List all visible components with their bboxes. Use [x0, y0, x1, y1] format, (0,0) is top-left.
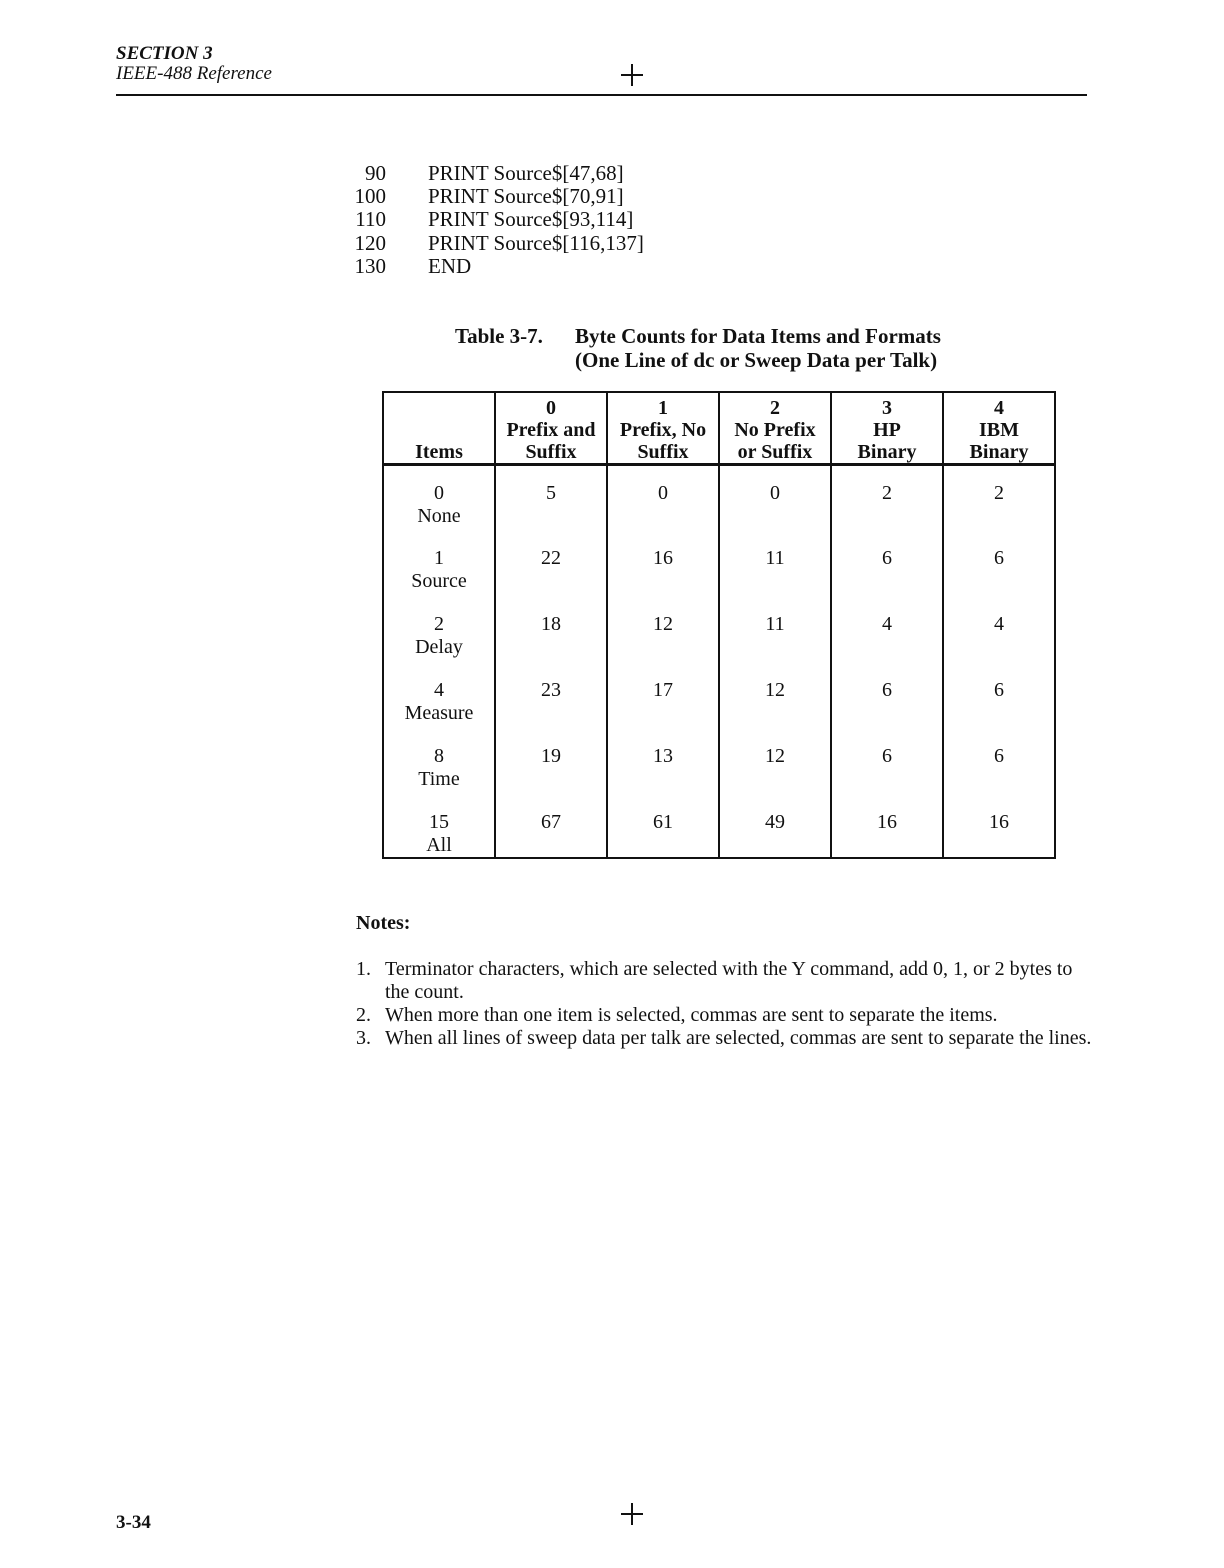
byte-count-cell: 0 — [719, 465, 831, 531]
note-number: 1. — [356, 958, 371, 980]
header-line: IBM — [979, 419, 1019, 441]
byte-count-cell: 16 — [831, 795, 943, 858]
byte-count-cell: 0 — [607, 465, 719, 531]
column-header — [383, 392, 495, 465]
header-line: 2 — [770, 397, 780, 419]
note-item — [356, 1004, 1096, 1027]
item-code: 0 — [434, 482, 444, 504]
line-number: 100 — [354, 184, 386, 209]
byte-count-cell: 16 — [607, 531, 719, 597]
header-line: Prefix and — [506, 419, 596, 441]
byte-count-cell: 16 — [943, 795, 1055, 858]
note-item — [356, 958, 1096, 1004]
table-row — [383, 795, 1055, 858]
item-code: 15 — [429, 810, 449, 833]
section-label: SECTION 3 — [116, 43, 213, 64]
item-cell — [383, 597, 495, 663]
byte-count-cell: 4 — [831, 597, 943, 663]
notes-title: Notes: — [356, 912, 411, 934]
byte-count-cell: 18 — [495, 597, 607, 663]
line-number: 120 — [354, 230, 386, 255]
column-header — [607, 392, 719, 465]
byte-count-cell: 6 — [943, 663, 1055, 729]
code-text: PRINT Source$[47,68] — [428, 161, 624, 185]
code-line — [340, 208, 644, 231]
section-subtitle: IEEE-488 Reference — [116, 63, 272, 84]
table-subtitle: (One Line of dc or Sweep Data per Talk) — [575, 348, 938, 372]
item-cell — [383, 729, 495, 795]
note-number: 2. — [356, 1004, 371, 1026]
byte-count-cell: 12 — [719, 729, 831, 795]
note-text: When all lines of sweep data per talk are selected, commas are sent to separate the lines. — [385, 1027, 1092, 1049]
item-name: Source — [411, 569, 467, 592]
table-row — [383, 597, 1055, 663]
page-number: 3-34 — [116, 1512, 151, 1533]
byte-count-cell: 67 — [495, 795, 607, 858]
header-line: HP — [873, 419, 901, 441]
byte-count-cell: 2 — [831, 465, 943, 531]
byte-count-cell: 12 — [607, 597, 719, 663]
line-number: 90 — [365, 161, 386, 185]
note-text: When more than one item is selected, commas are sent to separate the items. — [385, 1004, 998, 1026]
registration-mark-icon — [621, 1503, 643, 1525]
code-line — [340, 232, 644, 255]
note-item — [356, 1027, 1096, 1050]
table-title: Byte Counts for Data Items and Formats — [575, 324, 941, 348]
item-name: Measure — [404, 701, 474, 724]
header-line: Prefix, No — [619, 419, 707, 441]
code-line — [340, 162, 644, 185]
byte-count-cell: 6 — [943, 729, 1055, 795]
header-line: Suffix — [637, 441, 689, 463]
header-rule — [116, 94, 1087, 96]
byte-count-cell: 61 — [607, 795, 719, 858]
note-number: 3. — [356, 1027, 371, 1049]
byte-count-cell: 17 — [607, 663, 719, 729]
header-line: Binary — [969, 441, 1029, 463]
header-line — [384, 419, 494, 441]
code-text: PRINT Source$[70,91] — [428, 184, 624, 209]
table-label: Table 3-7. — [455, 324, 543, 348]
byte-count-cell: 6 — [943, 531, 1055, 597]
code-text: PRINT Source$[93,114] — [428, 207, 634, 232]
item-code: 1 — [434, 546, 444, 569]
notes-list — [356, 958, 1096, 1050]
item-cell — [383, 663, 495, 729]
byte-count-cell: 4 — [943, 597, 1055, 663]
code-line — [340, 255, 644, 278]
header-line: 1 — [658, 397, 668, 419]
header-line: No Prefix — [734, 419, 816, 441]
header-line: 4 — [994, 397, 1004, 419]
byte-count-cell: 11 — [719, 597, 831, 663]
item-cell — [383, 531, 495, 597]
byte-count-cell: 11 — [719, 531, 831, 597]
item-name: None — [417, 505, 461, 527]
item-code: 4 — [434, 678, 444, 701]
line-number: 130 — [354, 253, 386, 278]
item-name: Time — [418, 767, 460, 790]
table-row — [383, 663, 1055, 729]
item-name: Delay — [415, 635, 463, 658]
item-cell — [383, 795, 495, 858]
byte-count-cell: 22 — [495, 531, 607, 597]
header-line: 3 — [882, 397, 892, 419]
header-line — [384, 397, 494, 419]
header-line: Items — [415, 441, 463, 463]
byte-count-cell: 6 — [831, 663, 943, 729]
byte-count-cell: 2 — [943, 465, 1055, 531]
code-text: PRINT Source$[116,137] — [428, 230, 644, 255]
column-header — [495, 392, 607, 465]
header-line: Binary — [857, 441, 917, 463]
registration-mark-icon — [621, 64, 643, 86]
item-code: 8 — [434, 744, 444, 767]
column-header — [831, 392, 943, 465]
header-line: 0 — [546, 397, 556, 419]
column-header — [943, 392, 1055, 465]
table-row — [383, 465, 1055, 531]
line-number: 110 — [355, 207, 386, 232]
table-row — [383, 729, 1055, 795]
byte-count-cell: 12 — [719, 663, 831, 729]
byte-count-cell: 49 — [719, 795, 831, 858]
byte-count-cell: 6 — [831, 531, 943, 597]
item-name: All — [426, 833, 452, 856]
column-header — [719, 392, 831, 465]
header-line: or Suffix — [737, 441, 813, 463]
byte-count-cell: 19 — [495, 729, 607, 795]
byte-count-table — [382, 391, 1056, 859]
header-line: Suffix — [525, 441, 577, 463]
code-listing — [340, 162, 644, 278]
byte-count-cell: 6 — [831, 729, 943, 795]
item-cell — [383, 465, 495, 531]
code-line — [340, 185, 644, 208]
note-text: Terminator characters, which are selected with the Y command, add 0, 1, or 2 bytes to the count. — [385, 958, 1073, 1003]
code-text: END — [428, 253, 472, 278]
item-code: 2 — [434, 612, 444, 635]
byte-count-cell: 13 — [607, 729, 719, 795]
byte-count-cell: 23 — [495, 663, 607, 729]
table-row — [383, 531, 1055, 597]
byte-count-cell: 5 — [495, 465, 607, 531]
